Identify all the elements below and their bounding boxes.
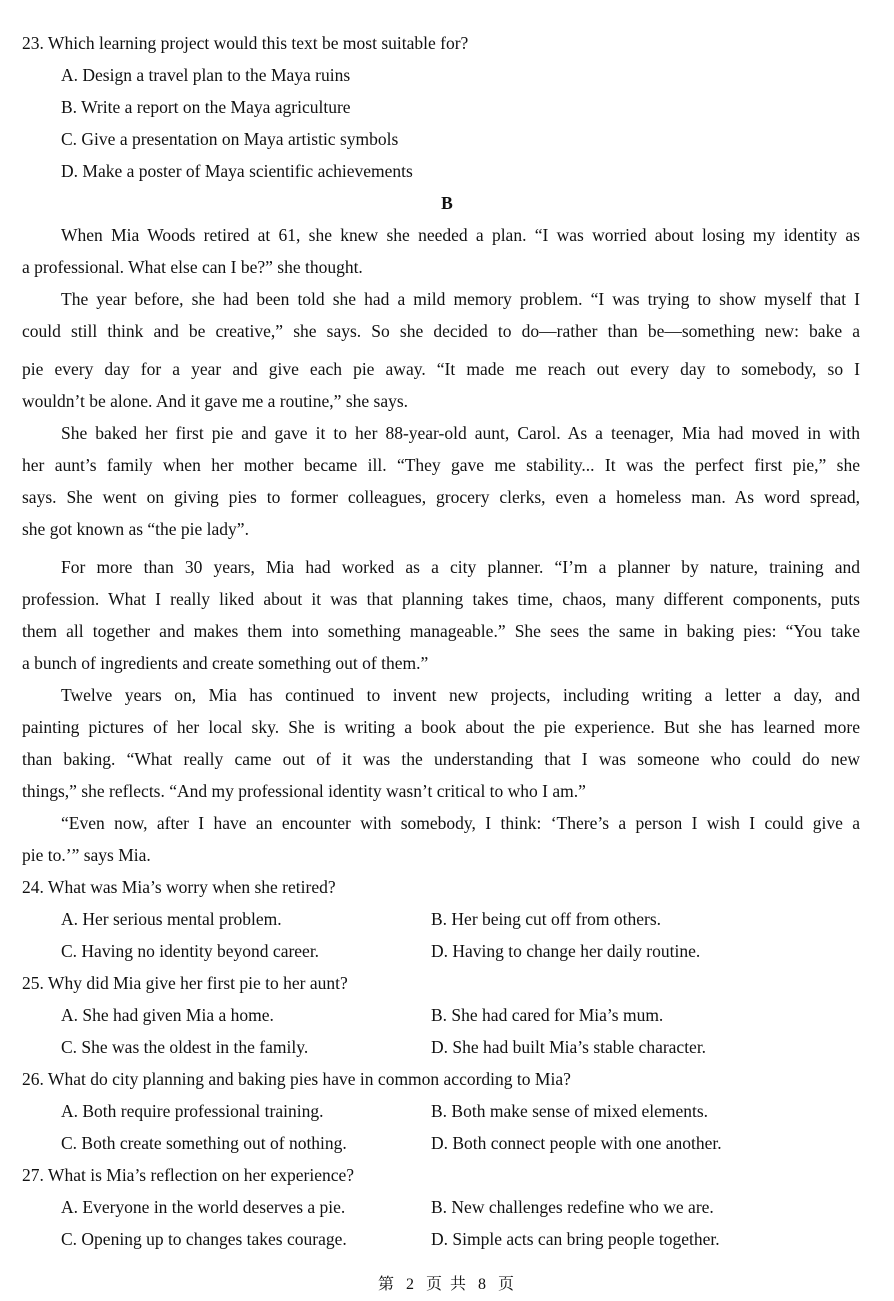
passage-line: Twelve years on, Mia has continued to invent new projects, including writing a letter a day, and: [61, 685, 860, 705]
passage-line: She baked her first pie and gave it to her 88-year-old aunt, Carol. As a teenager, Mia had moved in with: [61, 423, 860, 443]
footer-suffix: 页: [498, 1276, 517, 1293]
question-25: 25. Why did Mia give her first pie to her aunt?: [22, 973, 348, 993]
q24-option-b: B. Her being cut off from others.: [431, 909, 662, 929]
q24-option-d: D. Having to change her daily routine.: [431, 941, 701, 961]
passage-line: wouldn’t be alone. And it gave me a routine,” she says.: [22, 391, 409, 411]
q23-option-c: C. Give a presentation on Maya artistic symbols: [61, 129, 399, 149]
passage-line: pie every day for a year and give each pie away. “It made me reach out every day to somebody, so I: [22, 359, 860, 379]
q27-option-a: A. Everyone in the world deserves a pie.: [61, 1197, 346, 1217]
q27-option-b: B. New challenges redefine who we are.: [431, 1197, 714, 1217]
q23-option-d: D. Make a poster of Maya scientific achievements: [61, 161, 413, 181]
passage-line: a bunch of ingredients and create something out of them.”: [22, 653, 429, 673]
q25-option-a: A. She had given Mia a home.: [61, 1005, 274, 1025]
q26-option-c: C. Both create something out of nothing.: [61, 1133, 347, 1153]
passage-line: profession. What I really liked about it was that planning takes time, chaos, many different components, puts: [22, 589, 860, 609]
passage-line: a professional. What else can I be?” she thought.: [22, 257, 363, 277]
q27-option-c: C. Opening up to changes takes courage.: [61, 1229, 347, 1249]
footer-mid: 页 共: [425, 1276, 468, 1293]
passage-line: For more than 30 years, Mia had worked as a city planner. “I’m a planner by nature, training and: [61, 557, 860, 577]
passage-line: them all together and makes them into something manageable.” She sees the same in baking pies: “You take: [22, 621, 860, 641]
q26-option-a: A. Both require professional training.: [61, 1101, 324, 1121]
q25-option-b: B. She had cared for Mia’s mum.: [431, 1005, 664, 1025]
question-24: 24. What was Mia’s worry when she retired?: [22, 877, 336, 897]
passage-line: says. She went on giving pies to former colleagues, grocery clerks, even a homeless man. As word spread,: [22, 487, 860, 507]
page-total: 8: [478, 1276, 488, 1293]
page-number: 2: [405, 1276, 416, 1293]
footer-prefix: 第: [377, 1276, 396, 1293]
passage-line: When Mia Woods retired at 61, she knew she needed a plan. “I was worried about losing my identity as: [61, 225, 860, 245]
page-footer: [0, 1273, 894, 1297]
question-23: 23. Which learning project would this text be most suitable for?: [22, 33, 469, 53]
section-heading: B: [441, 193, 453, 213]
passage-line: her aunt’s family when her mother became ill. “They gave me stability... It was the perfect first pie,” she: [22, 455, 860, 475]
q23-option-b: B. Write a report on the Maya agriculture: [61, 97, 351, 117]
q26-option-d: D. Both connect people with one another.: [431, 1133, 722, 1153]
question-26: 26. What do city planning and baking pies have in common according to Mia?: [22, 1069, 571, 1089]
q24-option-c: C. Having no identity beyond career.: [61, 941, 320, 961]
passage-line: could still think and be creative,” she says. So she decided to do—rather than be—something new: bake a: [22, 321, 860, 341]
q25-option-c: C. She was the oldest in the family.: [61, 1037, 309, 1057]
passage-line: she got known as “the pie lady”.: [22, 519, 249, 539]
passage-line: than baking. “What really came out of it was the understanding that I was someone who could do new: [22, 749, 860, 769]
q24-option-a: A. Her serious mental problem.: [61, 909, 282, 929]
q25-option-d: D. She had built Mia’s stable character.: [431, 1037, 707, 1057]
q23-option-a: A. Design a travel plan to the Maya ruins: [61, 65, 351, 85]
passage-line: painting pictures of her local sky. She is writing a book about the pie experience. But she has learned more: [22, 717, 860, 737]
passage-line: things,” she reflects. “And my professional identity wasn’t critical to who I am.”: [22, 781, 586, 801]
q26-option-b: B. Both make sense of mixed elements.: [431, 1101, 709, 1121]
q27-option-d: D. Simple acts can bring people together.: [431, 1229, 720, 1249]
passage-line: “Even now, after I have an encounter with somebody, I think: ‘There’s a person I wish I could give a: [61, 813, 860, 833]
passage-line: pie to.’” says Mia.: [22, 845, 151, 865]
question-27: 27. What is Mia’s reflection on her experience?: [22, 1165, 355, 1185]
passage-line: The year before, she had been told she had a mild memory problem. “I was trying to show myself that I: [61, 289, 860, 309]
